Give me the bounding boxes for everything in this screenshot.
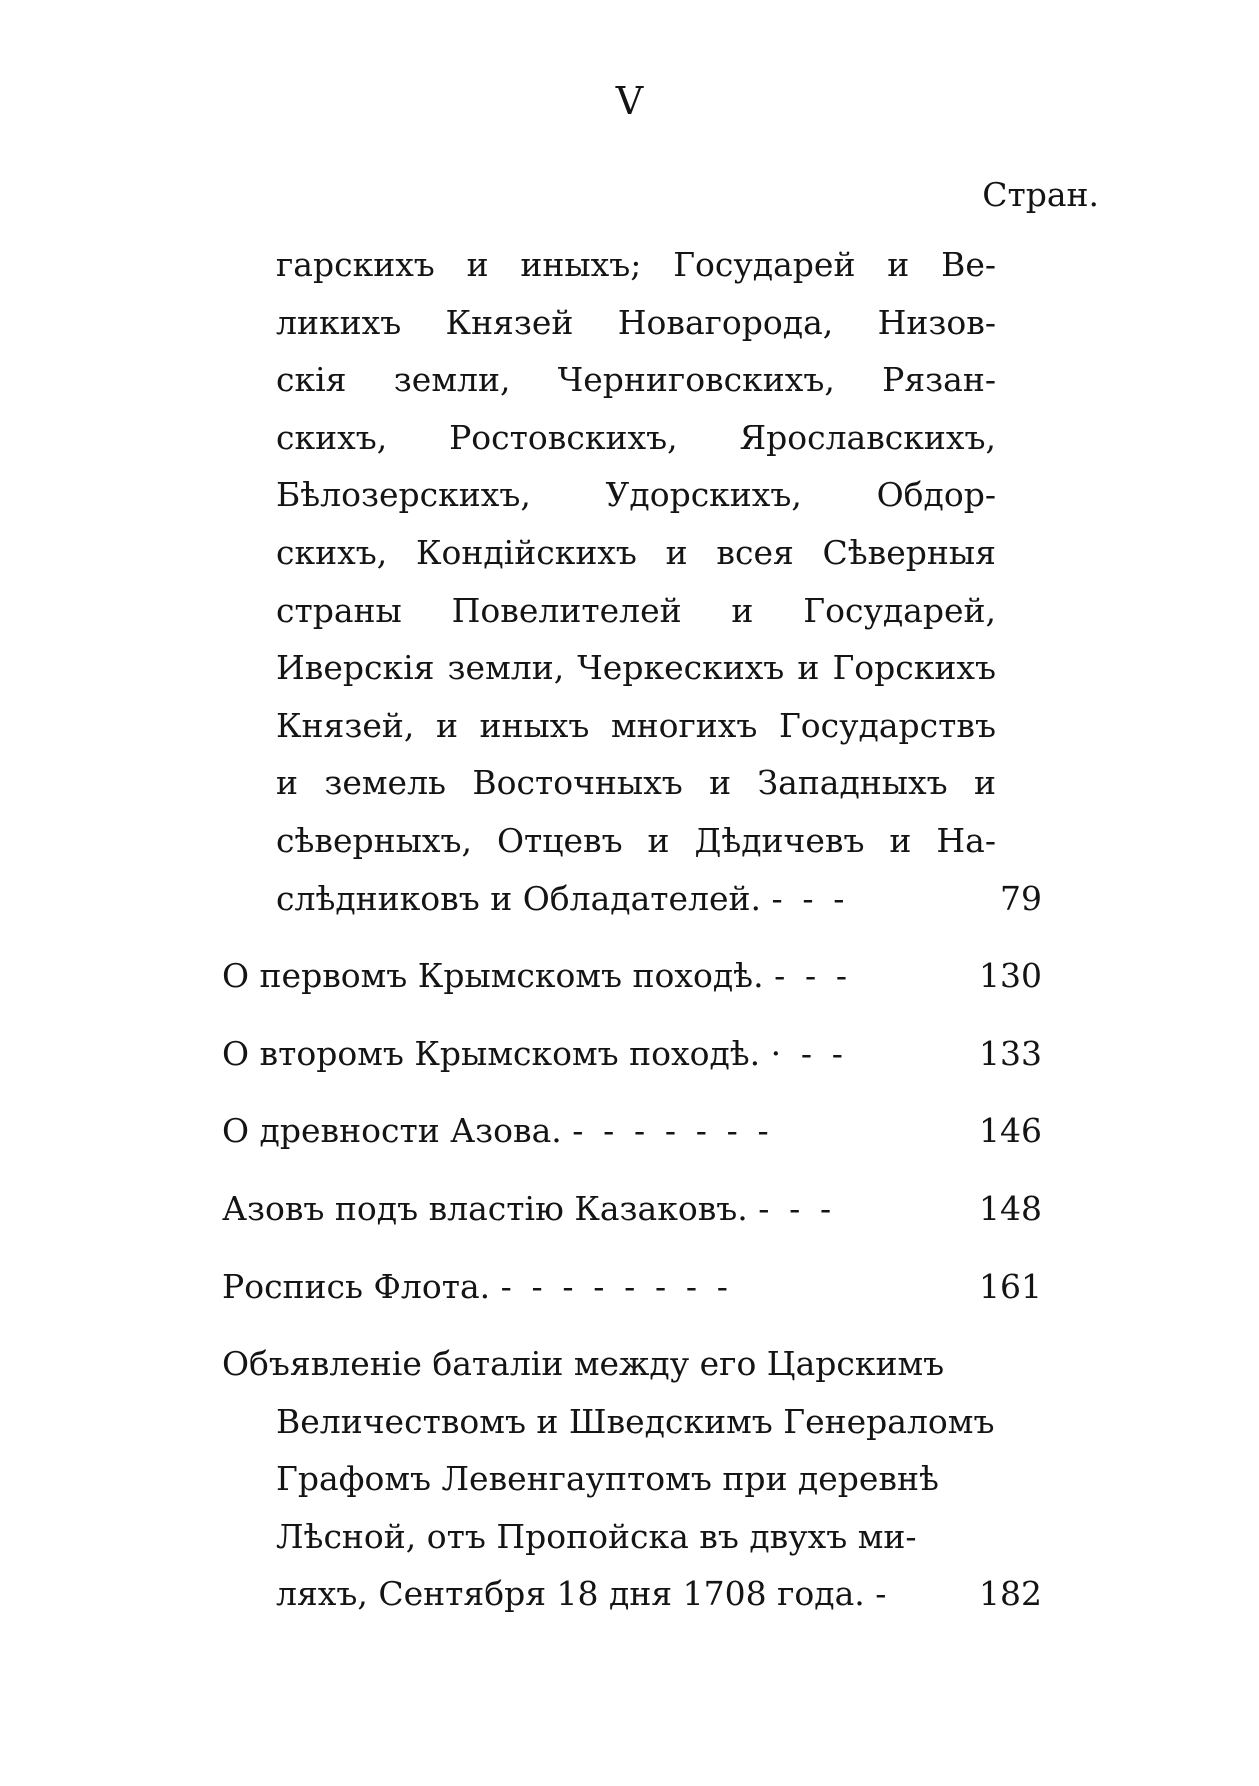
entry-line <box>222 1258 1042 1316</box>
toc-entry-second-crimean <box>222 1025 1042 1083</box>
entry-text <box>222 1025 1042 1083</box>
toc-entry-battle-lesnaya <box>222 1335 1042 1623</box>
entry-line-text: ляхъ, Сентября 18 дня 1708 года. <box>276 1574 865 1614</box>
page-number: V <box>615 79 644 123</box>
leader-dots: - - - <box>771 878 850 918</box>
entry-text <box>222 947 1042 1005</box>
entry-line: скихъ, Кондійскихъ и всея Сѣверныя <box>276 532 996 572</box>
entry-line: ликихъ Князей Новагорода, Низов- <box>276 302 996 342</box>
page-reference: 130 <box>979 956 1042 996</box>
entry-line: скихъ, Ростовскихъ, Ярославскихъ, <box>276 417 996 457</box>
page-reference: 182 <box>979 1574 1042 1614</box>
page-column-heading: Стран. <box>982 175 1099 214</box>
entry-title: Азовъ подъ властію Казаковъ. <box>222 1188 748 1228</box>
entry-line-text: слѣдниковъ и Обладателей. <box>276 878 762 918</box>
entry-line: и земель Восточныхъ и Западныхъ и <box>276 763 996 803</box>
entry-line: Величествомъ и Шведскимъ Генераломъ <box>276 1401 995 1441</box>
entry-line: Объявленіе баталіи между его Царскимъ <box>222 1344 945 1384</box>
toc-entry-first-crimean <box>222 947 1042 1005</box>
entry-title: Роспись Флота. <box>222 1266 491 1306</box>
entry-line: сѣверныхъ, Отцевъ и Дѣдичевъ и На- <box>276 820 996 860</box>
leader-dots: - - - - - - - - <box>500 1266 733 1306</box>
entry-line <box>222 1180 1042 1238</box>
entry-line: Лѣсной, отъ Пропойска въ двухъ ми- <box>276 1516 917 1556</box>
entry-title: О второмъ Крымскомъ походѣ. <box>222 1033 761 1073</box>
entry-line: скія земли, Черниговскихъ, Рязан- <box>276 360 996 400</box>
entry-line: Иверскія земли, Черкескихъ и Горскихъ <box>276 648 996 688</box>
leader-dots: - - - <box>758 1188 836 1228</box>
entry-line <box>222 947 1042 1005</box>
leader-dots: - - - - - - - <box>572 1111 774 1151</box>
toc-entry-azov-cossacks <box>222 1180 1042 1238</box>
page-reference: 146 <box>979 1111 1042 1151</box>
entry-text <box>222 1258 1042 1316</box>
entry-text <box>222 1335 1042 1623</box>
page-reference: 148 <box>979 1188 1042 1228</box>
entry-line-last <box>222 1565 1042 1623</box>
entry-line <box>222 1025 1042 1083</box>
toc-entry-fleet-list <box>222 1258 1042 1316</box>
entry-title: О первомъ Крымскомъ походѣ. <box>222 956 764 996</box>
entry-text <box>222 236 1042 927</box>
toc-entry-titles <box>222 236 1042 927</box>
entry-title: О древности Азова. <box>222 1111 562 1151</box>
leader-dots: - <box>875 1574 892 1614</box>
entry-line-last <box>222 870 1042 928</box>
page-reference: 133 <box>979 1033 1042 1073</box>
entry-line: гарскихъ и иныхъ; Государей и Ве- <box>276 245 996 284</box>
entry-text <box>222 1102 1042 1160</box>
leader-dots: · - - <box>770 1033 848 1073</box>
entry-line: страны Повелителей и Государей, <box>276 590 996 630</box>
toc-entry-azov-antiquity <box>222 1102 1042 1160</box>
leader-dots: - - - <box>774 956 852 996</box>
entry-text <box>222 1180 1042 1238</box>
entry-line <box>222 1102 1042 1160</box>
page-reference: 161 <box>979 1266 1042 1306</box>
entry-line: Бѣлозерскихъ, Удорскихъ, Обдор- <box>276 475 996 515</box>
entry-line: Князей, и иныхъ многихъ Государствъ <box>276 705 996 745</box>
entry-line: Графомъ Левенгауптомъ при деревнѣ <box>276 1459 939 1499</box>
page-reference: 79 <box>1000 878 1042 918</box>
table-of-contents <box>222 236 1042 1623</box>
